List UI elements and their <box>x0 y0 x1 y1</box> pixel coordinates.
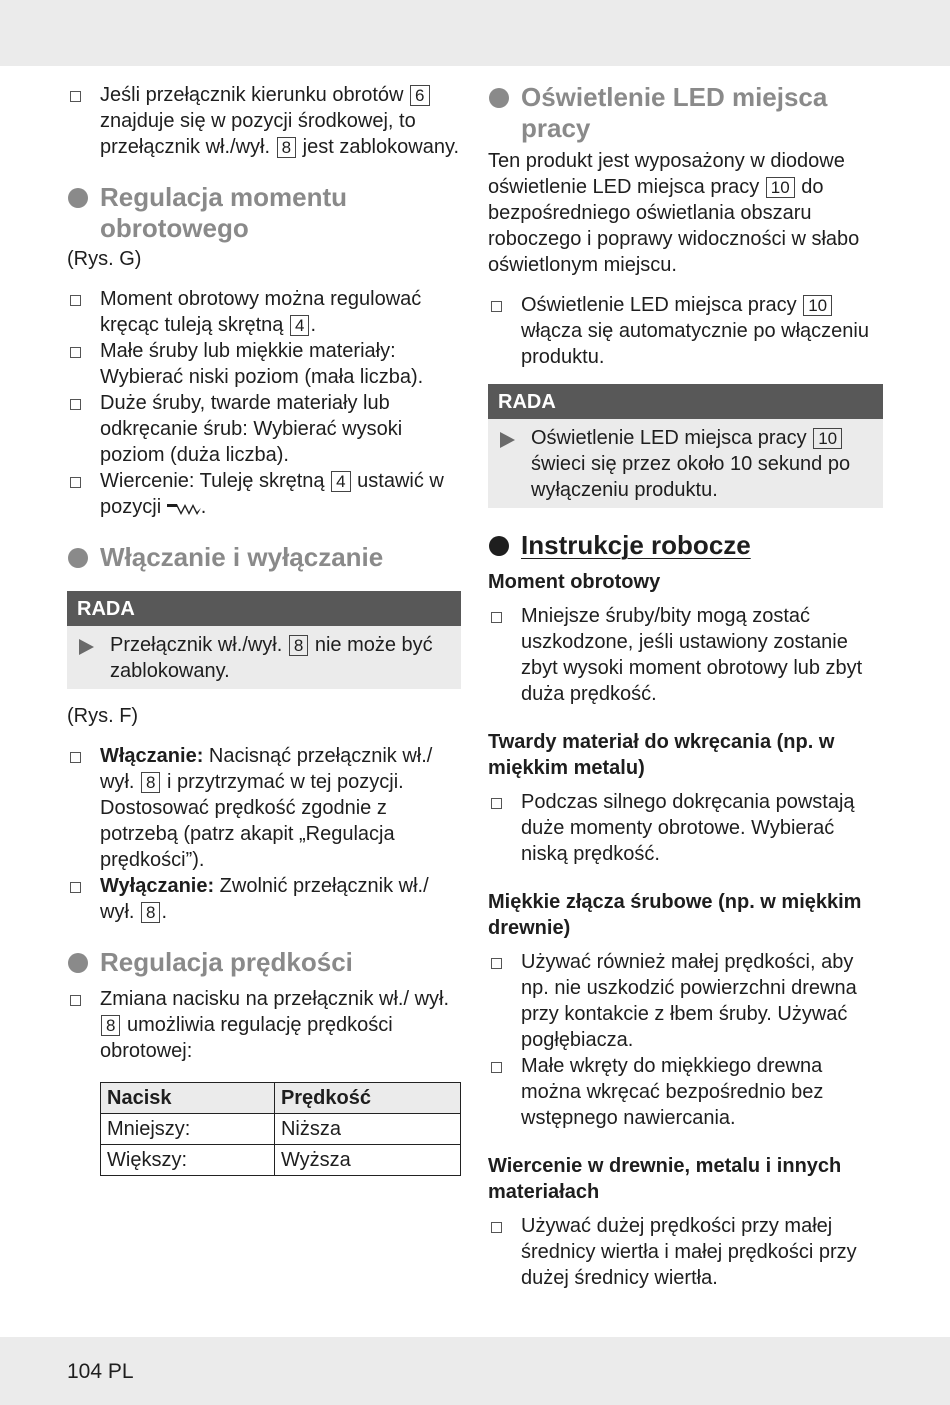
list-item: Małe śruby lub miękkie materiały: Wybierać niski poziom (mała liczba). <box>67 338 461 390</box>
table-cell: Wyższa <box>274 1145 460 1176</box>
left-column <box>67 82 461 1176</box>
section-heading-torque: Regulacja momentu obrotowego <box>67 182 461 244</box>
part-number: 4 <box>290 315 309 336</box>
subheading: Moment obrotowy <box>488 571 661 593</box>
list-item: Zmiana nacisku na przełącznik wł./ wył. 8 umożliwia regulację prędkości obrotowej: <box>67 986 461 1064</box>
part-number: 10 <box>803 295 832 316</box>
list-item: Używać dużej prędkości przy małej średnicy wiertła i małej prędkości przy dużej średnicy wiertła. <box>488 1213 883 1291</box>
list-item: Moment obrotowy można regulować kręcąc tuleją skrętną 4 . <box>67 286 461 338</box>
list-item: Duże śruby, twarde materiały lub odkręcanie śrub: Wybierać wysoki poziom (duża liczba). <box>67 390 461 468</box>
subheading: Miękkie złącza śrubowe (np. w miękkim drewnie) <box>488 891 862 939</box>
bullet-dot-icon <box>489 536 509 556</box>
arrow-right-icon <box>500 432 515 448</box>
table-cell: Niższa <box>274 1114 460 1145</box>
figure-reference: (Rys. G) <box>67 248 142 270</box>
paragraph: Ten produkt jest wyposażony w diodowe oświetlenie LED miejsca pracy 10 do bezpośredniego oświetlania obszaru roboczego i poprawy widoczności w słabo oświetlonym miejscu. <box>488 150 860 276</box>
checkbox-bullet-icon <box>70 477 81 488</box>
page-number: 104 PL <box>67 1360 134 1383</box>
tip-box: RADA Oświetlenie LED miejsca pracy 10 świeci się przez około 10 sekund po wyłączeniu produktu. <box>488 384 883 508</box>
list-item: Jeśli przełącznik kierunku obrotów 6 znajduje się w pozycji środkowej, to przełącznik wł./wył. 8 jest zablokowany. <box>67 82 461 160</box>
table-header: Prędkość <box>274 1083 460 1114</box>
drill-mode-icon <box>167 501 201 515</box>
page-footer-band <box>0 1337 950 1405</box>
part-number: 8 <box>277 137 296 158</box>
part-number: 8 <box>141 902 160 923</box>
arrow-right-icon <box>79 639 94 655</box>
list-item: Wyłączanie: Zwolnić przełącznik wł./ wył. 8 . <box>67 873 461 925</box>
table-row <box>101 1145 461 1176</box>
checkbox-bullet-icon <box>70 91 81 102</box>
checkbox-bullet-icon <box>491 612 502 623</box>
checkbox-bullet-icon <box>491 798 502 809</box>
list-item: Oświetlenie LED miejsca pracy 10 włącza się automatycznie po włączeniu produktu. <box>488 292 883 370</box>
part-number: 8 <box>141 772 160 793</box>
tip-label: RADA <box>67 591 461 626</box>
checkbox-bullet-icon <box>491 1222 502 1233</box>
right-column <box>488 82 883 1291</box>
tip-label: RADA <box>488 384 883 419</box>
checkbox-bullet-icon <box>491 301 502 312</box>
part-number: 4 <box>331 471 350 492</box>
checkbox-bullet-icon <box>70 295 81 306</box>
section-heading-work: Instrukcje robocze <box>488 530 883 561</box>
part-number: 8 <box>101 1015 120 1036</box>
table-cell: Większy: <box>101 1145 275 1176</box>
checkbox-bullet-icon <box>70 882 81 893</box>
speed-table <box>100 1082 461 1176</box>
tip-box: RADA Przełącznik wł./wył. 8 nie może być zablokowany. <box>67 591 461 689</box>
table-row <box>101 1114 461 1145</box>
checkbox-bullet-icon <box>70 399 81 410</box>
checkbox-bullet-icon <box>70 347 81 358</box>
bullet-dot-icon <box>68 953 88 973</box>
list-item: Włączanie: Nacisnąć przełącznik wł./ wył. 8 i przytrzymać w tej pozycji. Dostosować prędkość zgodnie z potrzebą (patrz akapit „Regulacja prędkości”). <box>67 743 461 873</box>
part-number: 8 <box>289 635 308 656</box>
bullet-dot-icon <box>68 188 88 208</box>
checkbox-bullet-icon <box>70 995 81 1006</box>
table-cell: Mniejszy: <box>101 1114 275 1145</box>
section-heading-led: Oświetlenie LED miejsca pracy <box>488 82 883 144</box>
page-header-band <box>0 0 950 66</box>
part-number: 10 <box>813 428 842 449</box>
checkbox-bullet-icon <box>491 958 502 969</box>
section-heading-speed: Regulacja prędkości <box>67 947 461 978</box>
subheading: Wiercenie w drewnie, metalu i innych materiałach <box>488 1155 842 1203</box>
subheading: Twardy materiał do wkręcania (np. w miękkim metalu) <box>488 731 835 779</box>
bullet-dot-icon <box>68 548 88 568</box>
list-item: Podczas silnego dokręcania powstają duże momenty obrotowe. Wybierać niską prędkość. <box>488 789 883 867</box>
checkbox-bullet-icon <box>70 752 81 763</box>
part-number: 10 <box>766 177 795 198</box>
list-item: Małe wkręty do miękkiego drewna można wkręcać bezpośrednio bez wstępnego nawiercania. <box>488 1053 883 1131</box>
table-header: Nacisk <box>101 1083 275 1114</box>
list-item: Mniejsze śruby/bity mogą zostać uszkodzone, jeśli ustawiony zostanie zbyt wysoki moment obrotowy lub zbyt duża prędkość. <box>488 603 883 707</box>
table-header-row <box>101 1083 461 1114</box>
list-item: Wiercenie: Tuleję skrętną 4 ustawić w pozycji . <box>67 468 461 520</box>
section-heading-onoff: Włączanie i wyłączanie <box>67 542 461 573</box>
figure-reference: (Rys. F) <box>67 705 139 727</box>
bullet-dot-icon <box>489 88 509 108</box>
list-item: Używać również małej prędkości, aby np. nie uszkodzić powierzchni drewna przy kontakcie z łbem śruby. Używać pogłębiacza. <box>488 949 883 1053</box>
part-number: 6 <box>410 85 429 106</box>
checkbox-bullet-icon <box>491 1062 502 1073</box>
